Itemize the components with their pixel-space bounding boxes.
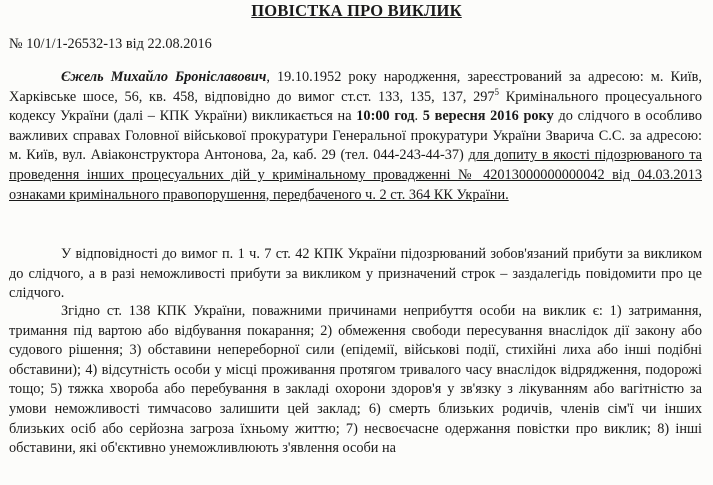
person-name: Єжель Михайло Броніславович (61, 69, 267, 85)
obligation-paragraph: У відповідності до вимог п. 1 ч. 7 ст. 42 КПК України підозрюваний зобов'язаний прибути за викликом до слідчого, а в разі неможливості прибути за викликом у призначений строк – заздалегідь повідомити про це слідчого. (9, 246, 702, 302)
document-title: ПОВІСТКА ПРО ВИКЛИК (251, 1, 462, 20)
article-superscript: 5 (494, 86, 500, 97)
investigator-address: до слідчого в особливо важливих справах Головної військової прокуратури Генеральної прокуратури України Зварича С.С. за адресою: м. Київ, вул. Авіаконструктора Антонова, 2а, каб. 29 (тел. 044-243-44-37) (9, 108, 702, 164)
person-details: , 19.10.1952 року народження, зареєстрований за адресою: м. Київ, Харківське шосе, 56, кв. 458, відповідно до вимог ст.ст. 133, 135, 137, 297 (9, 69, 702, 105)
valid-reasons-paragraph: Згідно ст. 138 КПК України, поважними причинами неприбуття особи на виклик є: 1) затримання, тримання під вартою або відбування покарання; 2) обмеження свободи пересування внаслідок дії закону або судового рішення; 3) обставини непереборної сили (епідемії, військові події, стихійні лиха або інші подібні обставини); 4) відсутність особи у місці проживання протягом тривалого часу внаслідок відрядження, подорожі тощо; 5) тяжка хвороба або перебування в закладі охорони здоров'я у зв'язку з лікуванням або вагітністю за умови неможливості тимчасово залишити цей заклад; 6) смерть близьких родичів, членів сім'ї чи інших близьких осіб або серйозна загроза їхньому життю; 7) несвоєчасне одержання повістки про виклик; 8) інші обставини, які об'єктивно унеможливлюють з'явлення особи на (9, 303, 702, 457)
summons-purpose: для допиту в якості підозрюваного та проведення інших процесуальних дій у кримінальному провадженні № 42013000000000042 від 04.03.2013 ознаками кримінального правопорушення, передбаченого ч. 2 ст. 364 КК України. (9, 147, 702, 203)
document-number: № 10/1/1-26532-13 від 22.08.2016 (9, 36, 212, 52)
appointment-date: 5 вересня 2016 року (422, 108, 554, 125)
separator-text: . (414, 108, 423, 125)
appointment-time: 10:00 год (356, 108, 415, 125)
summons-text: Кримінального процесуального кодексу України (далі – КПК України) викликається на (9, 88, 702, 125)
summons-paragraph (9, 68, 702, 205)
